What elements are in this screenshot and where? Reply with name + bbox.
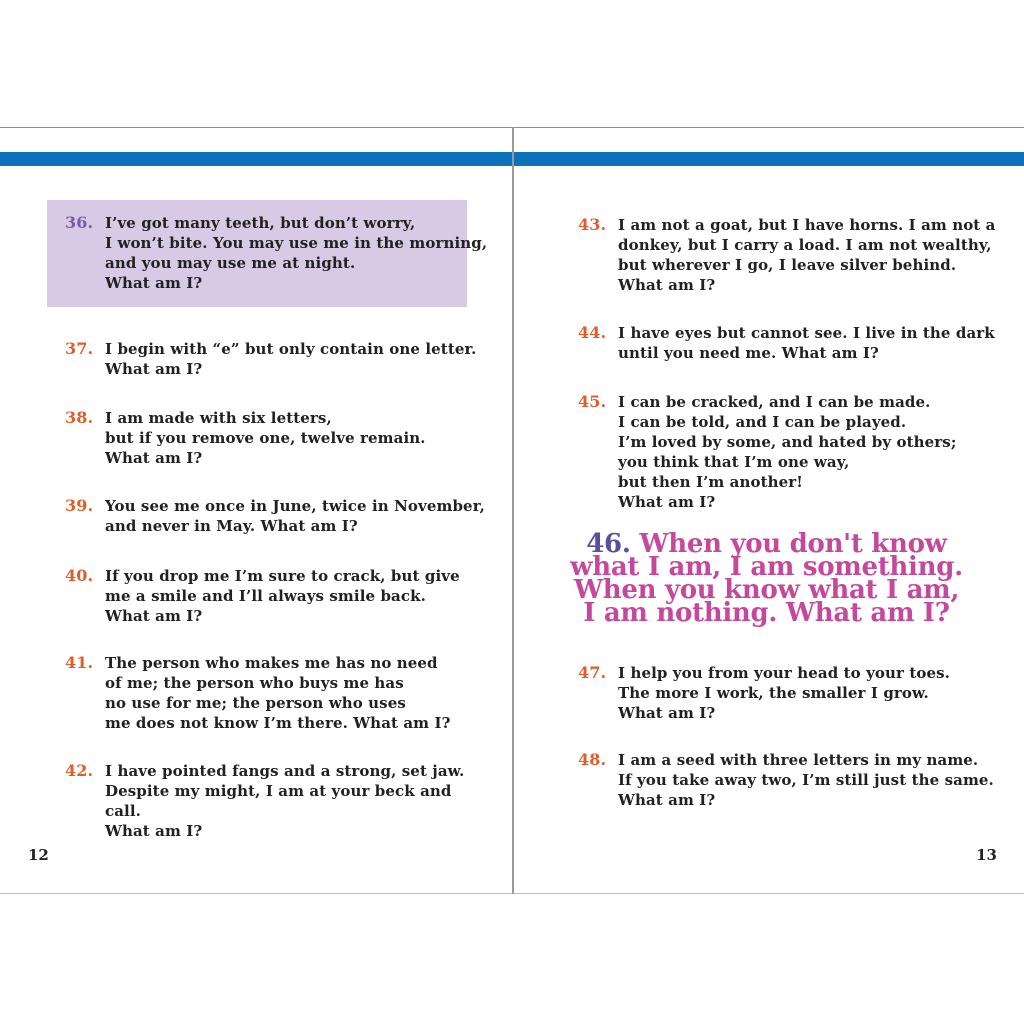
riddle-line: what I am, I am something. xyxy=(570,552,963,582)
riddle-48 xyxy=(578,750,1000,810)
riddle-43 xyxy=(578,215,1000,295)
riddle-36-text xyxy=(105,213,488,293)
riddle-line: I am not a goat, but I have horns. I am not a xyxy=(618,216,996,234)
riddle-line: What am I? xyxy=(105,449,203,467)
riddle-line: I begin with “e” but only contain one letter. xyxy=(105,340,477,358)
riddle-line: but wherever I go, I leave silver behind. xyxy=(618,256,957,274)
riddle-line: What am I? xyxy=(618,791,716,809)
riddle-line: but if you remove one, twelve remain. xyxy=(105,429,426,447)
riddle-43-text xyxy=(618,215,1000,295)
riddle-45-number: 45. xyxy=(578,392,607,411)
riddle-37 xyxy=(65,339,488,379)
riddle-42-text xyxy=(105,761,488,841)
riddle-41-number: 41. xyxy=(65,653,94,672)
riddle-line: The more I work, the smaller I grow. xyxy=(618,684,929,702)
riddle-line: and never in May. What am I? xyxy=(105,517,358,535)
page-left xyxy=(0,127,512,893)
riddle-line: donkey, but I carry a load. I am not wealthy, xyxy=(618,236,992,254)
riddle-46-featured xyxy=(513,529,1020,628)
riddle-line: of me; the person who buys me has xyxy=(105,674,404,692)
riddle-line: you think that I’m one way, xyxy=(618,453,850,471)
riddle-38 xyxy=(65,408,488,468)
riddle-44-number: 44. xyxy=(578,323,607,342)
riddle-line: until you need me. What am I? xyxy=(618,344,879,362)
riddle-44 xyxy=(578,323,1000,363)
riddle-41-text xyxy=(105,653,488,733)
riddle-line: You see me once in June, twice in November, xyxy=(105,497,485,515)
page-number-right: 13 xyxy=(976,846,997,864)
riddle-38-text xyxy=(105,408,488,468)
riddle-line: no use for me; the person who uses xyxy=(105,694,406,712)
riddle-line: I help you from your head to your toes. xyxy=(618,664,950,682)
page-right xyxy=(513,127,1024,893)
riddle-39-text xyxy=(105,496,488,536)
riddle-41 xyxy=(65,653,488,733)
riddle-line: What am I? xyxy=(105,607,203,625)
riddle-line: I’ve got many teeth, but don’t worry, xyxy=(105,214,416,232)
riddle-42-number: 42. xyxy=(65,761,94,780)
riddle-47-number: 47. xyxy=(578,663,607,682)
riddle-line: me a smile and I’ll always smile back. xyxy=(105,587,426,605)
riddle-line: What am I? xyxy=(105,360,203,378)
riddle-46-number: 46. xyxy=(586,529,631,559)
riddle-line: I am nothing. What am I? xyxy=(583,598,950,628)
riddle-line: If you drop me I’m sure to crack, but give xyxy=(105,567,460,585)
riddle-40 xyxy=(65,566,488,626)
riddle-line: What am I? xyxy=(105,822,203,840)
riddle-line: What am I? xyxy=(618,276,716,294)
riddle-45-text xyxy=(618,392,1000,512)
riddle-line: What am I? xyxy=(618,493,716,511)
riddle-line: I am made with six letters, xyxy=(105,409,332,427)
riddle-line: What am I? xyxy=(105,274,203,292)
riddle-37-text xyxy=(105,339,488,379)
riddle-46-line-1: When you don't know xyxy=(639,529,947,559)
page-number-left: 12 xyxy=(28,846,49,864)
riddle-line: I have eyes but cannot see. I live in the dark xyxy=(618,324,995,342)
riddle-43-number: 43. xyxy=(578,215,607,234)
riddle-36-number: 36. xyxy=(65,213,94,232)
riddle-40-text xyxy=(105,566,488,626)
riddle-line: me does not know I’m there. What am I? xyxy=(105,714,451,732)
riddle-37-number: 37. xyxy=(65,339,94,358)
riddle-line: I have pointed fangs and a strong, set jaw. xyxy=(105,762,465,780)
riddle-48-text xyxy=(618,750,1000,810)
riddle-line: If you take away two, I’m still just the same. xyxy=(618,771,994,789)
riddle-line: and you may use me at night. xyxy=(105,254,356,272)
riddle-42 xyxy=(65,761,488,841)
riddle-line: The person who makes me has no need xyxy=(105,654,438,672)
riddle-38-number: 38. xyxy=(65,408,94,427)
riddle-line: I’m loved by some, and hated by others; xyxy=(618,433,957,451)
riddle-40-number: 40. xyxy=(65,566,94,585)
riddle-47-text xyxy=(618,663,1000,723)
riddle-line: I am a seed with three letters in my name. xyxy=(618,751,979,769)
riddle-44-text xyxy=(618,323,1000,363)
riddle-line: When you know what I am, xyxy=(573,575,960,605)
riddle-48-number: 48. xyxy=(578,750,607,769)
riddle-line: What am I? xyxy=(618,704,716,722)
riddle-47 xyxy=(578,663,1000,723)
riddle-45 xyxy=(578,392,1000,512)
riddle-39-number: 39. xyxy=(65,496,94,515)
riddle-line: I can be told, and I can be played. xyxy=(618,413,907,431)
riddle-39 xyxy=(65,496,488,536)
page-gutter-divider xyxy=(512,127,514,894)
riddle-36 xyxy=(65,213,488,293)
riddle-line: Despite my might, I am at your beck and call. xyxy=(105,782,452,820)
riddle-line: I can be cracked, and I can be made. xyxy=(618,393,931,411)
riddle-line: I won’t bite. You may use me in the morning, xyxy=(105,234,488,252)
riddle-line: but then I’m another! xyxy=(618,473,803,491)
